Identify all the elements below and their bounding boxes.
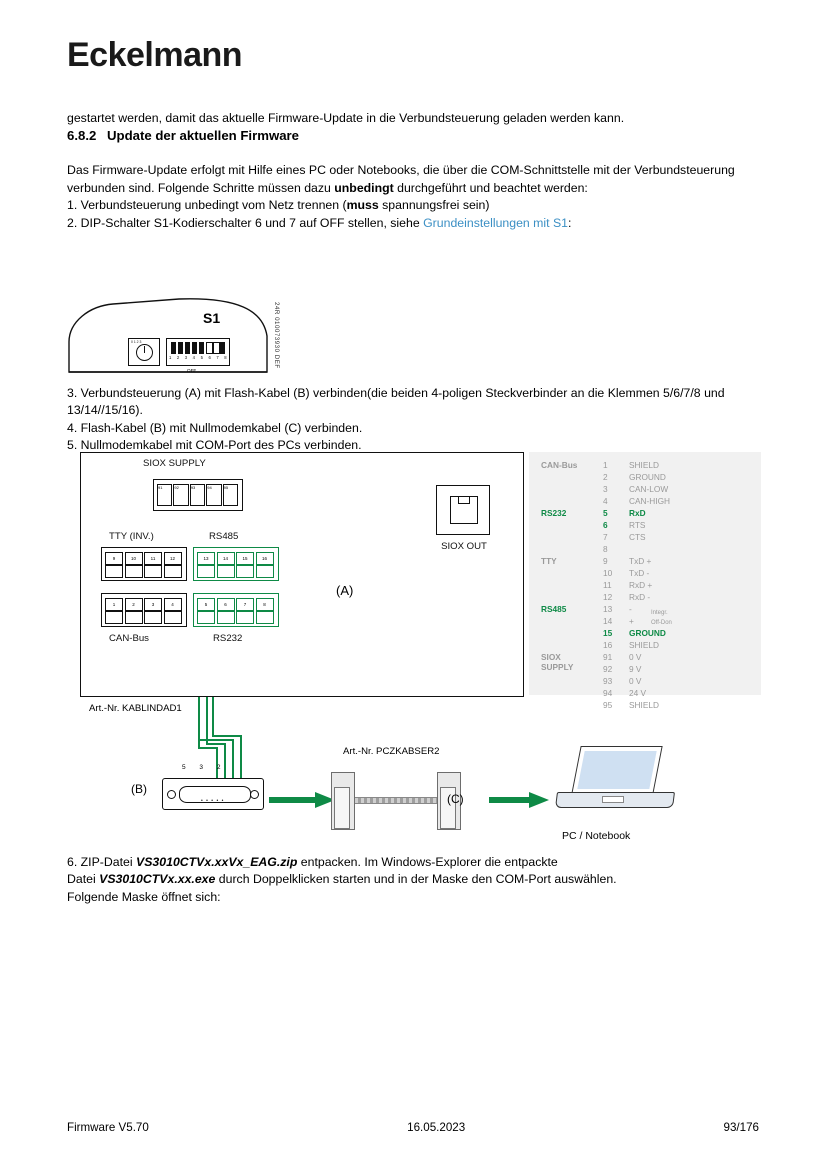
footer-firmware-version: Firmware V5.70 bbox=[67, 1121, 149, 1134]
laptop-illustration bbox=[554, 746, 674, 826]
legend-signal: RxD - bbox=[629, 592, 651, 602]
section-number: 6.8.2 bbox=[67, 128, 97, 144]
rs232-label: RS232 bbox=[213, 633, 243, 644]
step-6-line-2 bbox=[67, 871, 757, 888]
legend-pin: 95 bbox=[603, 700, 613, 710]
paragraph-1-part-b: durchgeführt und beachtet werden: bbox=[393, 180, 588, 195]
step-5: 5. Nullmodemkabel mit COM-Port des PCs verbinden. bbox=[67, 438, 362, 453]
footer-page-number: 93/176 bbox=[723, 1121, 759, 1134]
wiring-diagram bbox=[67, 448, 767, 848]
legend-pin: 4 bbox=[603, 496, 608, 506]
zip-file-name: VS3010CTVx.xxVx_EAG.zip bbox=[136, 855, 298, 869]
legend-signal: SHIELD bbox=[629, 640, 659, 650]
controller-device-a bbox=[80, 452, 524, 697]
legend-pin: 10 bbox=[603, 568, 613, 578]
legend-signal: RxD bbox=[629, 508, 646, 518]
article-number-flash-cable: Art.-Nr. KABLINDAD1 bbox=[89, 703, 182, 714]
can-bus-connector: 1 2 3 4 bbox=[101, 593, 187, 627]
intro-paragraph: gestartet werden, damit das aktuelle Firmware-Update in die Verbundsteuerung geladen werden kann. bbox=[67, 111, 625, 125]
dip-off-label: OFF bbox=[187, 368, 197, 373]
step-6-part-b: entpacken. Im Windows-Explorer die entpackte bbox=[297, 855, 558, 869]
siox-supply-terminal: 91 92 93 94 95 bbox=[153, 479, 243, 511]
legend-signal: SHIELD bbox=[629, 700, 659, 710]
legend-group-tty: TTY bbox=[541, 556, 557, 566]
legend-pin: 8 bbox=[603, 544, 608, 554]
tty-label: TTY (INV.) bbox=[109, 531, 154, 542]
siox-supply-label: SIOX SUPPLY bbox=[143, 458, 206, 469]
db9-pin-marks: 5 3 2 bbox=[182, 764, 227, 771]
rotary-dial-icon bbox=[136, 344, 153, 361]
step-2-part-b: : bbox=[568, 215, 572, 230]
step-1 bbox=[67, 197, 757, 214]
cross-reference-link[interactable]: Grundeinstellungen mit S1 bbox=[423, 215, 569, 230]
legend-signal: 0 V bbox=[629, 652, 642, 662]
exe-file-name: VS3010CTVx.xx.exe bbox=[99, 872, 216, 887]
rotary-coding-switch bbox=[128, 338, 160, 366]
legend-signal: CTS bbox=[629, 532, 646, 542]
step-6-block bbox=[67, 854, 757, 906]
siox-out-label: SIOX OUT bbox=[441, 541, 487, 552]
db9-shell-icon: ••••• bbox=[179, 786, 251, 803]
legend-note-1: Integr. bbox=[651, 610, 668, 616]
db9-connector bbox=[162, 778, 264, 810]
legend-signal: RTS bbox=[629, 520, 646, 530]
legend-group-siox: SIOX bbox=[541, 652, 561, 662]
step-6-line-3: Folgende Maske öffnet sich: bbox=[67, 889, 221, 904]
legend-signal: - bbox=[629, 604, 632, 614]
article-number-nullmodem: Art.-Nr. PCZKABSER2 bbox=[343, 746, 440, 757]
legend-pin: 3 bbox=[603, 484, 608, 494]
legend-pin: 93 bbox=[603, 676, 613, 686]
siox-out-port bbox=[436, 485, 490, 535]
legend-group-rs485: RS485 bbox=[541, 604, 567, 614]
paragraph-1-part-a: Das Firmware-Update erfolgt mit Hilfe eines PC oder Notebooks, die über die COM-Schnittstelle mit der Verbundsteuerung verbunden sind. Folgende Schritte müssen dazu bbox=[67, 163, 735, 195]
laptop-touchpad bbox=[602, 796, 624, 803]
legend-signal: 24 V bbox=[629, 688, 647, 698]
rs232-connector: 5 6 7 8 bbox=[193, 593, 279, 627]
document-content bbox=[67, 110, 757, 232]
pc-notebook-label: PC / Notebook bbox=[562, 830, 631, 842]
legend-signal: RxD + bbox=[629, 580, 653, 590]
legend-signal: GROUND bbox=[629, 472, 666, 482]
legend-pin: 6 bbox=[603, 520, 608, 530]
step-2-part-a: 2. DIP-Schalter S1-Kodierschalter 6 und 7 auf OFF stellen, siehe bbox=[67, 215, 424, 230]
dip-switch-numbers: 1 2 3 4 5 6 7 8 bbox=[169, 355, 229, 360]
legend-pin: 1 bbox=[603, 460, 608, 470]
legend-signal: 9 V bbox=[629, 664, 642, 674]
legend-pin: 16 bbox=[603, 640, 613, 650]
nullmodem-cable-c bbox=[325, 766, 515, 836]
legend-pin: 15 bbox=[603, 628, 613, 638]
cable-wire bbox=[355, 797, 437, 804]
can-bus-label: CAN-Bus bbox=[109, 633, 149, 644]
step-6-part-c: Datei bbox=[67, 872, 100, 887]
legend-pin: 12 bbox=[603, 592, 613, 602]
pin-assignment-legend bbox=[529, 452, 761, 710]
legend-signal: GROUND bbox=[629, 628, 666, 638]
rj45-jack-icon bbox=[450, 496, 478, 524]
rs485-label: RS485 bbox=[209, 531, 239, 542]
legend-pin: 91 bbox=[603, 652, 613, 662]
rs485-connector: 13 14 15 16 bbox=[193, 547, 279, 581]
legend-signal: 0 V bbox=[629, 676, 642, 686]
cable-plug-left bbox=[331, 772, 355, 830]
legend-pin: 11 bbox=[603, 580, 612, 590]
step-1-bold: muss bbox=[346, 198, 379, 213]
legend-signal: CAN-HIGH bbox=[629, 496, 671, 506]
step-2 bbox=[67, 215, 757, 232]
legend-pin: 94 bbox=[603, 688, 613, 698]
legend-signal: TxD + bbox=[629, 556, 652, 566]
step-4: 4. Flash-Kabel (B) mit Nullmodemkabel (C) verbinden. bbox=[67, 420, 363, 435]
device-letter-a: (A) bbox=[336, 583, 354, 598]
page-footer bbox=[67, 1121, 759, 1134]
legend-pin: 7 bbox=[603, 532, 608, 542]
legend-signal: TxD - bbox=[629, 568, 650, 578]
step-6-line-1 bbox=[67, 854, 757, 871]
step-6-part-d: durch Doppelklicken starten und in der Maske den COM-Port auswählen. bbox=[215, 872, 617, 887]
s1-switch-figure bbox=[67, 296, 297, 374]
connector-c-label: (C) bbox=[447, 792, 464, 806]
legend-pin: 14 bbox=[603, 616, 613, 626]
legend-signal: SHIELD bbox=[629, 460, 659, 470]
s1-part-code: 24R 010073930 DEF bbox=[273, 302, 280, 369]
footer-date: 16.05.2023 bbox=[407, 1121, 466, 1134]
steps-3-5 bbox=[67, 385, 757, 455]
step-6-part-a: 6. ZIP-Datei bbox=[67, 855, 137, 869]
rotary-tick-labels: 0 1 2 3 bbox=[131, 340, 142, 344]
s1-label: S1 bbox=[203, 310, 221, 326]
paragraph-1-bold: unbedingt bbox=[334, 180, 394, 195]
legend-group-rs232: RS232 bbox=[541, 508, 567, 518]
company-logo: Eckelmann bbox=[67, 36, 243, 74]
section-heading bbox=[67, 127, 757, 146]
step-3: 3. Verbundsteuerung (A) mit Flash-Kabel (B) verbinden(die beiden 4-poligen Steckverbinder an die Klemmen 5/6/7/8 und 13/14//15/16). bbox=[67, 386, 725, 418]
legend-pin: 2 bbox=[603, 472, 608, 482]
legend-group-canbus: CAN-Bus bbox=[541, 460, 578, 470]
legend-signal: CAN-LOW bbox=[629, 484, 669, 494]
dip-switch-bank bbox=[166, 338, 230, 373]
legend-pin: 5 bbox=[603, 508, 608, 518]
step-1-part-b: spannungsfrei sein) bbox=[378, 198, 490, 213]
step-1-part-a: 1. Verbundsteuerung unbedingt vom Netz trennen ( bbox=[67, 198, 347, 213]
tty-connector: 9 10 11 12 bbox=[101, 547, 187, 581]
legend-pin: 9 bbox=[603, 556, 608, 566]
legend-group-supply: SUPPLY bbox=[541, 662, 574, 672]
legend-pin: 13 bbox=[603, 604, 613, 614]
legend-note-2: Off-Don bbox=[651, 620, 672, 626]
legend-pin: 92 bbox=[603, 664, 613, 674]
paragraph-1 bbox=[67, 162, 757, 197]
section-title: Update der aktuellen Firmware bbox=[107, 128, 300, 144]
legend-signal: + bbox=[629, 616, 634, 626]
connector-b-label: (B) bbox=[131, 782, 147, 796]
laptop-screen bbox=[571, 746, 662, 794]
